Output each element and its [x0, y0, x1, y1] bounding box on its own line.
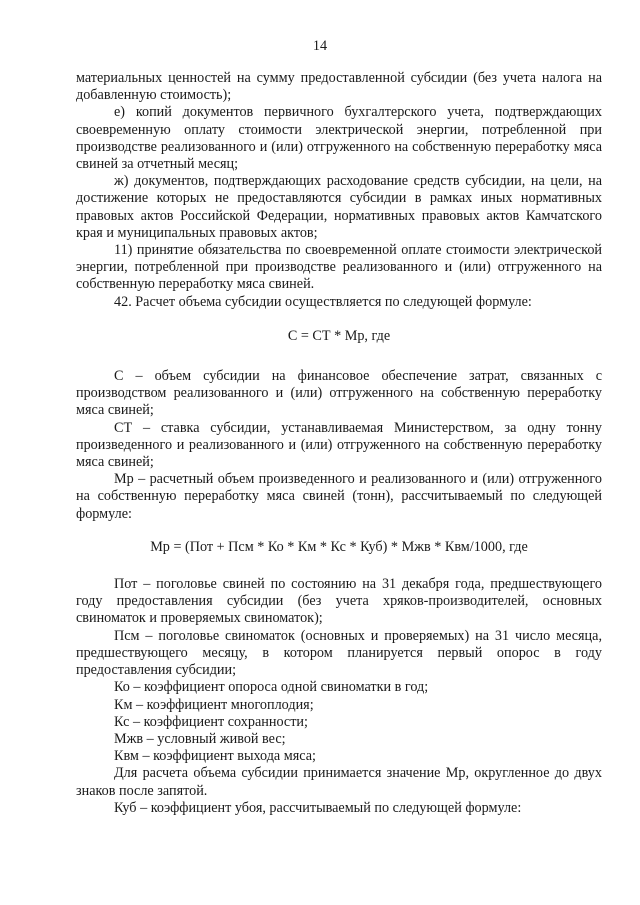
definition-mr: Мр – расчетный объем произведенного и реализованного и (или) отгруженного на собственную переработку мяса свиней (тонн), рассчитываемый по следующей формуле:	[76, 471, 602, 522]
definition-psm: Псм – поголовье свиноматок (основных и проверяемых) на 31 число месяца, предшествующего месяцу, в котором планируется первый опорос в году предоставления субсидии;	[76, 627, 602, 679]
paragraph-item-e: е) копий документов первичного бухгалтерского учета, подтверждающих своевременную оплату стоимости электрической энергии, потребленной при производстве реализованного и (или) отгруженного на собственную переработку мяса свиней за отчетный месяц;	[76, 104, 602, 173]
rounding-note: Для расчета объема субсидии принимается значение Мр, округленное до двух знаков после запятой.	[76, 765, 602, 799]
definition-mzhv: Мжв – условный живой вес;	[114, 730, 286, 747]
paragraph-item-zh: ж) документов, подтверждающих расходование средств субсидии, на цели, на достижение которых не предоставляются субсидии в рамках иных нормативных правовых актов Российской Федерации, нормативных правовых актов Камчатского края и муниципальных правовых актов;	[76, 173, 602, 241]
document-body	[76, 70, 602, 817]
formula-mr: Мр = (Пот + Псм * Ко * Км * Кс * Куб) * Мжв * Квм/1000, где	[150, 538, 528, 555]
page-number: 14	[312, 38, 328, 54]
paragraph-continuation: материальных ценностей на сумму предоставленной субсидии (без учета налога на добавленную стоимость);	[76, 70, 602, 104]
definition-c: С – объем субсидии на финансовое обеспечение затрат, связанных с производством реализованного и (или) отгруженного на собственную переработку мяса свиней;	[76, 368, 602, 419]
definition-kvm: Квм – коэффициент выхода мяса;	[114, 748, 316, 765]
paragraph-item-11: 11) принятие обязательства по своевременной оплате стоимости электрической энергии, потребленной при производстве реализованного и (или) отгруженного на собственную переработку мяса свиней.	[76, 242, 602, 293]
paragraph-item-42: 42. Расчет объема субсидии осуществляется по следующей формуле:	[114, 293, 532, 310]
formula-subsidy: С = СТ * Мр, где	[287, 327, 391, 344]
definition-pot: Пот – поголовье свиней по состоянию на 31 декабря года, предшествующего году предоставления субсидии (без учета хряков-производителей, основных свиноматок и проверяемых свиноматок);	[76, 576, 602, 627]
definition-kub: Куб – коэффициент убоя, рассчитываемый по следующей формуле:	[114, 799, 522, 816]
definition-km: Км – коэффициент многоплодия;	[114, 696, 314, 713]
definition-ks: Кс – коэффициент сохранности;	[114, 713, 308, 730]
definition-ko: Ко – коэффициент опороса одной свиноматки в год;	[114, 679, 429, 696]
definition-st: СТ – ставка субсидии, устанавливаемая Министерством, за одну тонну произведенного и реализованного и (или) отгруженного на собственную переработку мяса свиней;	[76, 419, 602, 471]
